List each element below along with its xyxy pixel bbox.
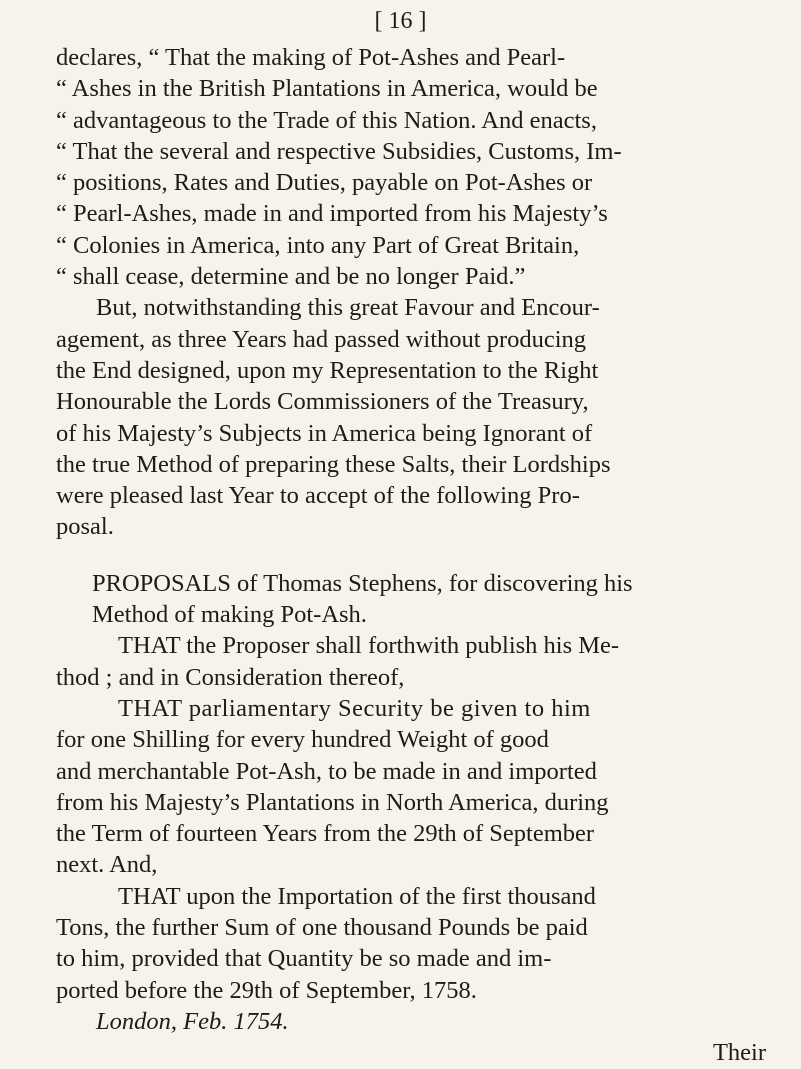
text-line: “ positions, Rates and Duties, payable on Pot-Ashes or bbox=[56, 169, 593, 197]
text-line: posal. bbox=[56, 513, 114, 541]
text-line: “ Pearl-Ashes, made in and imported from his Majesty’s bbox=[56, 200, 608, 228]
text-line: ported before the 29th of September, 1758. bbox=[56, 976, 477, 1004]
paragraph bbox=[56, 881, 766, 1006]
dateline-text: London, Feb. 1754. bbox=[96, 1007, 289, 1035]
text-line: of his Majesty’s Subjects in America being Ignorant of bbox=[56, 419, 593, 447]
text-line: THAT the Proposer shall forthwith publish his Me- bbox=[118, 632, 620, 660]
text-line: thod ; and in Consideration thereof, bbox=[56, 663, 405, 691]
text-line: Method of making Pot-Ash. bbox=[92, 601, 367, 629]
dateline bbox=[56, 1006, 766, 1037]
text-line: But, notwithstanding this great Favour and Encour- bbox=[96, 294, 600, 322]
text-line: the true Method of preparing these Salts, their Lordships bbox=[56, 450, 611, 478]
catchword: Their bbox=[712, 1039, 766, 1067]
text-line: from his Majesty’s Plantations in North America, during bbox=[56, 788, 609, 816]
paragraph bbox=[56, 630, 766, 693]
text-line: the Term of fourteen Years from the 29th of September bbox=[56, 820, 595, 848]
body-text bbox=[56, 42, 766, 1069]
text-line: and merchantable Pot-Ash, to be made in and imported bbox=[56, 757, 597, 785]
text-line: THAT parliamentary Security be given to him bbox=[118, 694, 591, 722]
text-line: declares, “ That the making of Pot-Ashes and Pearl- bbox=[56, 44, 566, 71]
text-line: “ Ashes in the British Plantations in America, would be bbox=[56, 75, 598, 103]
text-line: “ shall cease, determine and be no longer Paid.” bbox=[56, 263, 526, 291]
text-line: next. And, bbox=[56, 851, 158, 879]
text-line: Tons, the further Sum of one thousand Pounds be paid bbox=[56, 914, 588, 942]
paragraph bbox=[56, 693, 766, 881]
text-line: “ That the several and respective Subsidies, Customs, Im- bbox=[56, 137, 622, 165]
text-line: “ Colonies in America, into any Part of Great Britain, bbox=[56, 231, 580, 259]
text-line: Honourable the Lords Commissioners of the Treasury, bbox=[56, 388, 589, 416]
text-line: for one Shilling for every hundred Weight of good bbox=[56, 726, 549, 754]
paragraph bbox=[56, 292, 766, 542]
text-line: THAT upon the Importation of the first thousand bbox=[118, 882, 596, 910]
quote-block bbox=[56, 42, 766, 292]
spacer bbox=[56, 543, 766, 568]
text-line: PROPOSALS of Thomas Stephens, for discovering his bbox=[92, 569, 633, 597]
text-line: to him, provided that Quantity be so made and im- bbox=[56, 945, 552, 973]
text-line: agement, as three Years had passed without producing bbox=[56, 325, 587, 353]
text-line: the End designed, upon my Representation to the Right bbox=[56, 356, 599, 384]
proposals-heading bbox=[56, 568, 766, 631]
text-line: “ advantageous to the Trade of this Nation. And enacts, bbox=[56, 106, 597, 134]
text-line: were pleased last Year to accept of the following Pro- bbox=[56, 482, 580, 510]
page-number: [ 16 ] bbox=[374, 8, 427, 34]
